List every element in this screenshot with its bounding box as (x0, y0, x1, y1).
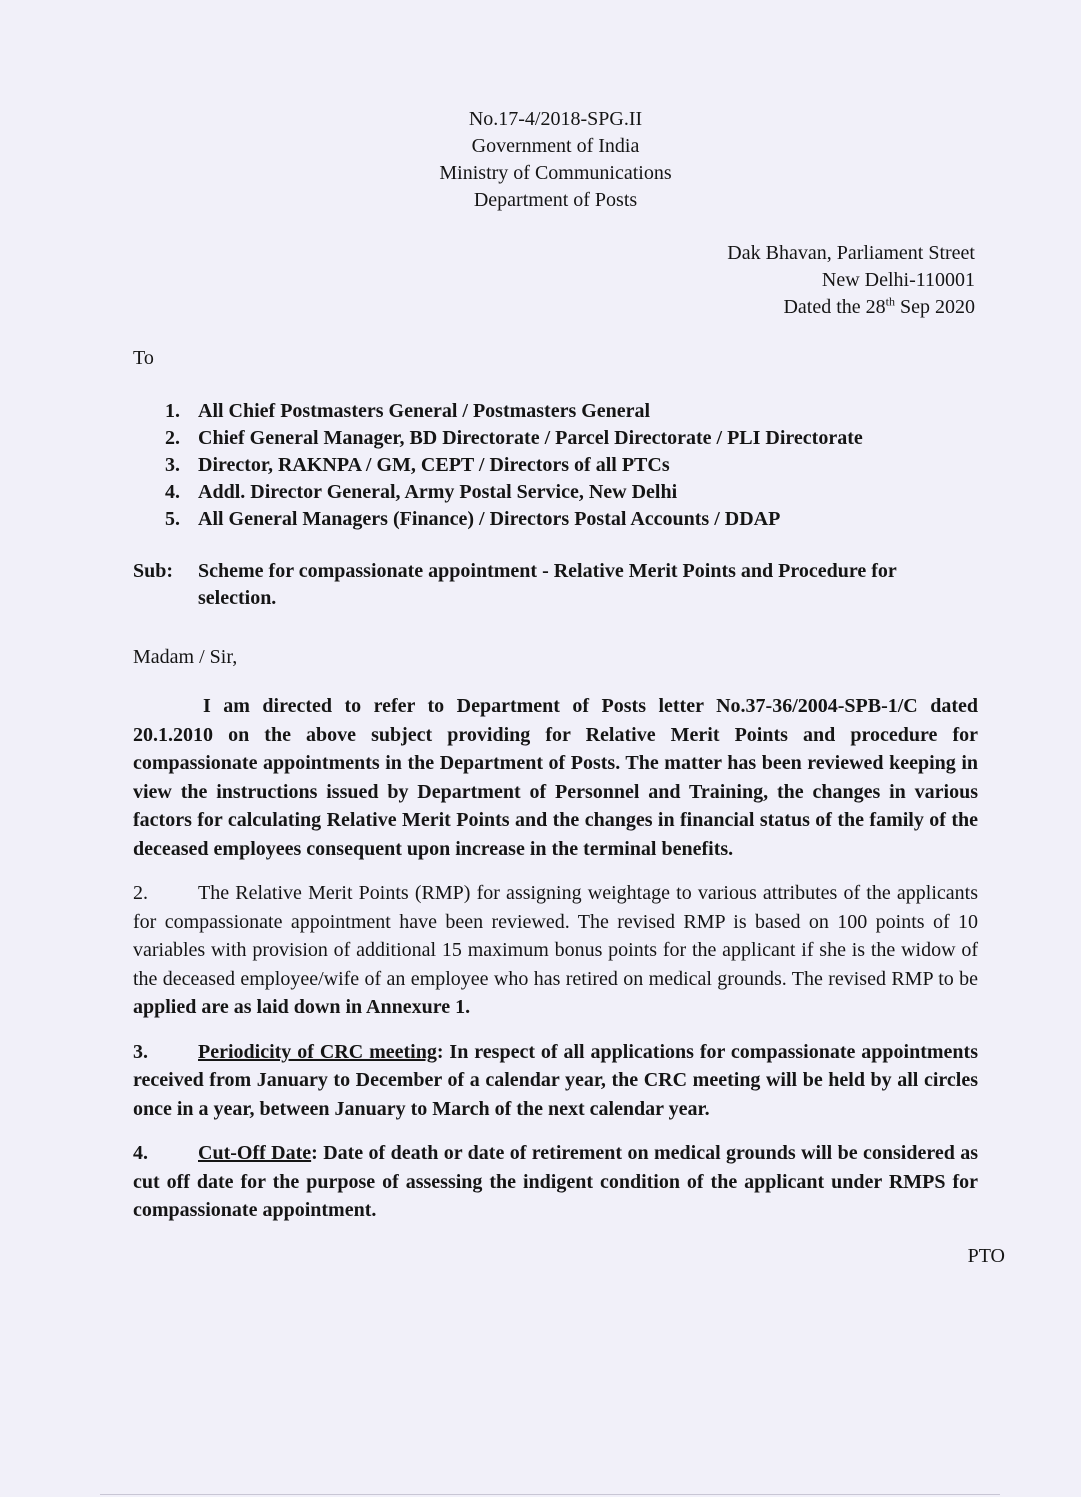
date-prefix: Dated the 28 (783, 296, 886, 318)
letter-date (133, 294, 975, 321)
subject-text: Scheme for compassionate appointment - Relative Merit Points and Procedure for selection. (198, 560, 897, 609)
item-number: 2. (165, 427, 180, 449)
list-item (165, 398, 978, 425)
item-text: Chief General Manager, BD Directorate / Parcel Directorate / PLI Directorate (198, 427, 863, 449)
paragraph-text: The Relative Merit Points (RMP) for assigning weightage to various attributes of the applicants for compassionate appointment have been reviewed. The revised RMP is based on 100 points of 10 variables with provision of additional 15 maximum bonus points for the applicant if she is the widow of the deceased employee/wife of an employee who has retired on medical grounds. The revised RMP to be (133, 882, 978, 990)
item-number: 3. (165, 454, 180, 476)
item-number: 5. (165, 508, 180, 530)
item-text: All Chief Postmasters General / Postmasters General (198, 400, 651, 422)
paragraph-4 (133, 1139, 978, 1225)
letter-body (133, 106, 1005, 1270)
sender-address (133, 240, 978, 321)
salutation: Madam / Sir, (133, 646, 238, 668)
paragraph-text: : Date of death or date of retirement on medical grounds will be considered as cut off date for the purpose of assessing the indigent condition of the applicant under RMPS for compassionate appointment. (133, 1142, 979, 1221)
item-number: 4. (165, 481, 180, 503)
ministry-name: Ministry of Communications (439, 162, 672, 184)
paragraph-1: I am directed to refer to Department of Posts letter No.37-36/2004-SPB-1/C dated 20.1.2010 on the above subject providing for Relative Merit Points and procedure for compassionate appointments in the Department of Posts. The matter has been reviewed keeping in view the instructions issued by Department of Personnel and Training, the changes in various factors for calculating Relative Merit Points and the changes in financial status of the family of the deceased employees consequent upon increase in the terminal benefits. (133, 695, 978, 860)
paragraph-title: Cut-Off Date (198, 1142, 312, 1164)
list-item (165, 479, 978, 506)
paragraph-number: 3. (133, 1040, 148, 1063)
paragraph-number: 4. (133, 1142, 148, 1164)
department-name: Department of Posts (473, 189, 638, 211)
address-city: New Delhi-110001 (821, 269, 975, 291)
paragraph-title: Periodicity of CRC meeting (198, 1040, 437, 1063)
subject-label: Sub: (133, 560, 174, 582)
reference-number: No.17-4/2018-SPG.II (468, 108, 643, 130)
paragraph-number: 2. (133, 882, 148, 904)
to-label: To (133, 347, 154, 369)
subject-line (133, 558, 978, 612)
government-name: Government of India (471, 135, 640, 157)
list-item (165, 425, 978, 452)
page-edge-line (100, 1494, 1000, 1495)
address-line: Dak Bhavan, Parliament Street (727, 242, 975, 264)
item-number: 1. (165, 400, 180, 422)
list-item (165, 506, 978, 533)
date-suffix-sup: th (885, 294, 895, 309)
paragraph-3 (133, 1038, 978, 1124)
list-item (165, 452, 978, 479)
item-text: All General Managers (Finance) / Directors Postal Accounts / DDAP (198, 508, 781, 530)
recipient-list (165, 398, 978, 533)
please-turn-over: PTO (967, 1244, 1005, 1267)
item-text: Director, RAKNPA / GM, CEPT / Directors of all PTCs (198, 454, 670, 476)
paragraph-2 (133, 879, 978, 1022)
letter-header (133, 106, 978, 214)
date-rest: Sep 2020 (895, 296, 975, 318)
paragraph-emphasis: applied are as laid down in Annexure 1. (133, 996, 471, 1018)
item-text: Addl. Director General, Army Postal Service, New Delhi (198, 481, 678, 503)
paragraph-text: : In respect of all applications for compassionate appointments received from January to December of a calendar year, the CRC meeting will be held by all circles once in a year, between January to March of the next calendar year. (133, 1040, 978, 1120)
